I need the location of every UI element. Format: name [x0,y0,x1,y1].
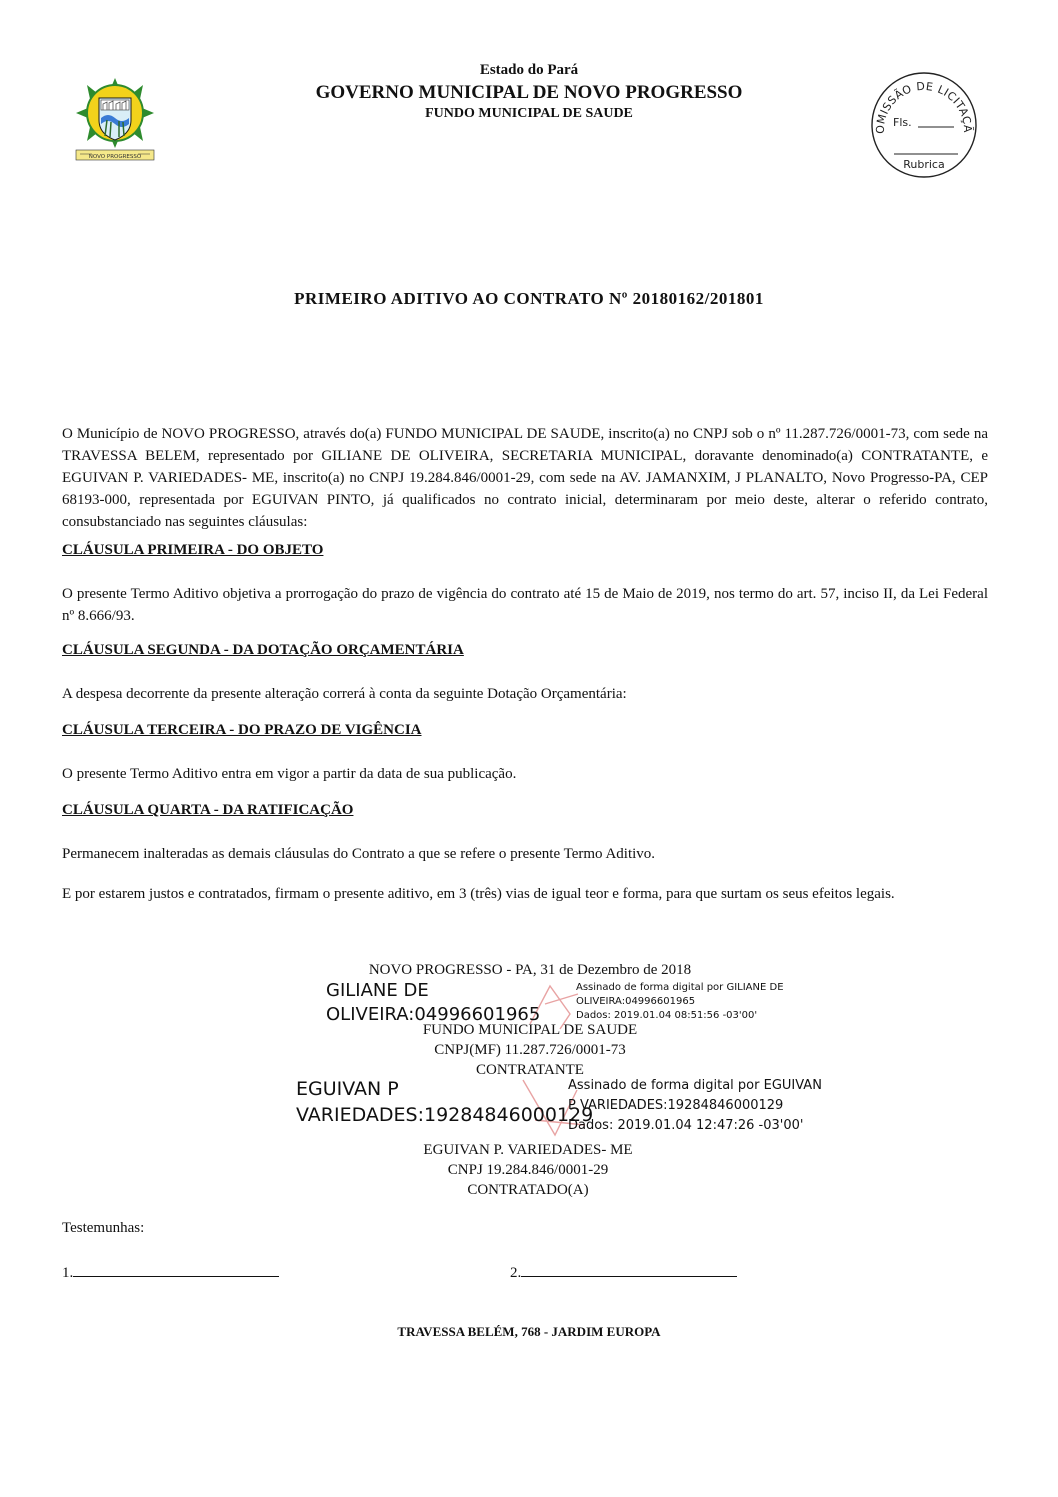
clause-3-heading: CLÁUSULA TERCEIRA - DO PRAZO DE VIGÊNCIA [62,722,422,738]
signature-2-name-line2: VARIEDADES:19284846000129 [296,1104,594,1126]
signature-1-info [576,981,784,1023]
signature-1-name-line1: GILIANE DE [326,980,429,1001]
signature-1-org: FUNDO MUNICIPAL DE SAUDE [422,1022,638,1038]
witness-1-line [62,1262,279,1282]
signature-1-info-line1: Assinado de forma digital por GILIANE DE [576,982,784,993]
signature-2-name-line1: EGUIVAN P [296,1078,399,1100]
witness-2-line [510,1262,737,1282]
signature-1-role: CONTRATANTE [476,1062,584,1078]
closing-paragraph: E por estarem justos e contratados, firmam o presente aditivo, em 3 (três) vias de igual teor e forma, para que surtam os seus efeitos legais. [62,886,895,902]
clause-3-text: O presente Termo Aditivo entra em vigor a partir da data de sua publicação. [62,766,517,782]
document-title: PRIMEIRO ADITIVO AO CONTRATO Nº 20180162/201801 [294,289,764,308]
clause-4-text: Permanecem inalteradas as demais cláusulas do Contrato a que se refere o presente Termo Aditivo. [62,846,656,862]
signature-2-info-line2: P VARIEDADES:19284846000129 [568,1098,784,1113]
intro-paragraph: O Município de NOVO PROGRESSO, através do(a) FUNDO MUNICIPAL DE SAUDE, inscrito(a) no CNPJ sob o nº 11.287.726/0001-73, com sede na TRAVESSA BELEM, representado por GILIANE DE OLIVEIRA, SECRETARIA MUNICIPAL, doravante denominado(a) CONTRATANTE, e EGUIVAN P. VARIEDADES- ME, inscrito(a) no CNPJ 19.284.846/0001-29, com sede na AV. JAMANXIM, J PLANALTO, Novo Progresso-PA, CEP 68193-000, representada por EGUIVAN PINTO, já qualificados no contrato inicial, determinaram por meio deste, alterar o referido contrato, consubstanciado nas seguintes cláusulas: [62,426,988,530]
header-government: GOVERNO MUNICIPAL DE NOVO PROGRESSO [315,82,743,103]
place-date: NOVO PROGRESSO - PA, 31 de Dezembro de 2018 [368,962,692,978]
clause-1-text: O presente Termo Aditivo objetiva a prorrogação do prazo de vigência do contrato até 15 de Maio de 2019, nos termo do art. 57, inciso II, da Lei Federal nº 8.666/93. [62,586,988,624]
signature-2-org: EGUIVAN P. VARIEDADES- ME [423,1142,633,1158]
signature-2-info-line3: Dados: 2019.01.04 12:47:26 -03'00' [568,1118,804,1133]
svg-text:COMISSÃO DE LICITAÇÃO [868,70,974,134]
crest-banner-text: NOVO PROGRESSO [88,154,142,160]
signature-2-role: CONTRATADO(A) [467,1182,589,1198]
signature-1-info-line2: OLIVEIRA:04996601965 [576,996,696,1007]
signature-1-cnpj: CNPJ(MF) 11.287.726/0001-73 [434,1042,626,1058]
commission-stamp [868,70,980,180]
witnesses-label: Testemunhas: [62,1220,145,1236]
clause-4-heading: CLÁUSULA QUARTA - DA RATIFICAÇÃO [62,802,354,818]
clause-2-heading: CLÁUSULA SEGUNDA - DA DOTAÇÃO ORÇAMENTÁRIA [62,642,464,658]
header-state: Estado do Pará [479,62,579,78]
clause-1-heading: CLÁUSULA PRIMEIRA - DO OBJETO [62,542,324,558]
clause-2-text: A despesa decorrente da presente alteração correrá à conta da seguinte Dotação Orçamentária: [62,686,627,702]
signature-1-name-line2: OLIVEIRA:04996601965 [326,1004,541,1025]
stamp-rubrica-label: Rubrica [903,158,945,171]
witness-2-signature-line [521,1262,737,1277]
stamp-arc-text: OMISSÃO DE LICITAÇÃ [873,79,975,134]
stamp-fls-label: Fls. [893,116,912,129]
header-fund: FUNDO MUNICIPAL DE SAUDE [425,106,633,121]
witness-1-signature-line [73,1262,279,1277]
footer-address: TRAVESSA BELÉM, 768 - JARDIM EUROPA [397,1324,661,1339]
signature-2-info [568,1076,822,1136]
signature-2-info-line1: Assinado de forma digital por EGUIVAN [568,1078,822,1093]
witness-2-number: 2. [510,1265,522,1281]
witness-1-number: 1. [62,1265,74,1281]
signature-2-cnpj: CNPJ 19.284.846/0001-29 [447,1162,609,1178]
signature-1-info-line3: Dados: 2019.01.04 08:51:56 -03'00' [576,1010,758,1021]
